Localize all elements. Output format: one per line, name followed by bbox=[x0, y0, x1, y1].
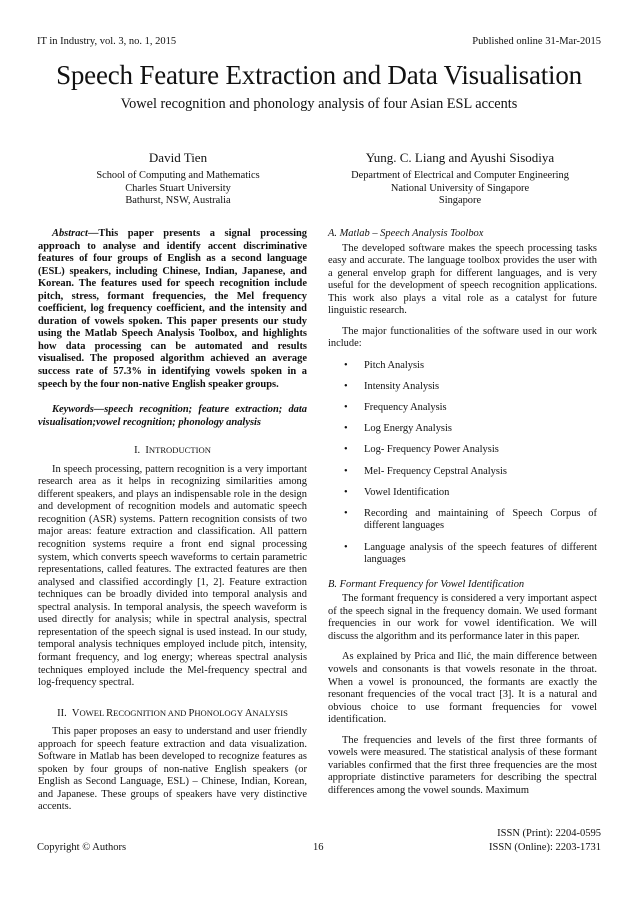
list-item bbox=[328, 487, 597, 500]
author-block-2 bbox=[320, 150, 600, 208]
list-item-text: Log Energy Analysis bbox=[364, 423, 452, 435]
list-item bbox=[328, 381, 597, 394]
list-item bbox=[328, 402, 597, 415]
formant-paragraph-2: As explained by Prica and Ilić, the main difference between vowels and consonants is that vowels resonate in the throat. When a vowel is pronounced, the formants are exactly the resonant frequencies of the vocal tract [3]. It is a natural and obvious choice to use formant frequencies for vowel identification. bbox=[328, 651, 597, 726]
published-date: Published online 31-Mar-2015 bbox=[472, 36, 601, 47]
heading-cap: V bbox=[71, 707, 80, 719]
author-affiliation-line: School of Computing and Mathematics bbox=[96, 170, 260, 181]
abstract bbox=[38, 228, 307, 391]
heading-cap: I bbox=[145, 445, 149, 457]
list-item bbox=[328, 444, 597, 457]
keywords bbox=[38, 404, 307, 429]
copyright: Copyright © Authors bbox=[37, 842, 127, 853]
intro-paragraph: In speech processing, pattern recognition is a very important research area as it helps in recognizing similarities among different speakers, and plays an indispensable role in the design and development of recognition models and automatic speech recognition (ASR) systems. Pattern recognition consists of two major areas: feature extraction and classification. All pattern recognition systems require a front end signal processing system, which converts speech waveforms to certain parametric representations, called features. The extracted features are then analysed and classified accordingly [1, 2]. Feature extraction techniques can be broadly divided into temporal analysis and spectral analysis. In temporal analysis, the speech waveform is used directly for analysis; while in spectral analysis, spectral representation of the speech signal is used instead. In our study, temporal analysis techniques employed include pitch, intensity, formant frequency, and log energy; whereas spectral analysis techniques employed include the Mel-frequency spectral and log-frequency spectral. bbox=[38, 463, 307, 689]
author-affiliation-line: Charles Stuart University bbox=[125, 182, 231, 194]
functionality-list bbox=[328, 360, 597, 567]
left-column bbox=[38, 228, 307, 814]
list-item bbox=[328, 508, 597, 533]
list-item-text: Recording and maintaining of Speech Corpus of different languages bbox=[364, 507, 597, 532]
paper-subtitle: Vowel recognition and phonology analysis of four Asian ESL accents bbox=[120, 96, 518, 112]
author-block-1 bbox=[38, 150, 318, 208]
keywords-label: Keywords bbox=[52, 404, 94, 416]
heading-smallcaps: OWEL bbox=[79, 707, 107, 718]
list-item bbox=[328, 423, 597, 436]
author-affiliation-line: Bathurst, NSW, Australia bbox=[125, 195, 231, 207]
bullet-icon: • bbox=[344, 402, 348, 414]
issn-online: ISSN (Online): 2203-1731 bbox=[489, 842, 601, 853]
issn-print: ISSN (Print): 2204-0595 bbox=[497, 828, 601, 839]
bullet-icon: • bbox=[344, 359, 348, 371]
right-column bbox=[328, 228, 597, 797]
list-item bbox=[328, 542, 597, 567]
bullet-icon: • bbox=[344, 444, 348, 456]
author-affiliation-line: Singapore bbox=[438, 195, 482, 207]
section-number: II. bbox=[57, 707, 67, 719]
matlab-paragraph-1: The developed software makes the speech processing tasks easy and accurate. The language toolbox provides the user with a general envelop graph for different languages, and is very useful for the development of speech recognition applications. This work also plays a vital role as a catalyst for future linguistic research. bbox=[328, 242, 597, 317]
list-item-text: Mel- Frequency Cepstral Analysis bbox=[364, 465, 507, 477]
list-item-text: Language analysis of the speech features of different languages bbox=[364, 541, 597, 566]
formant-paragraph-3: The frequencies and levels of the first three formants of vowels were measured. The statistical analysis of these formant variables confirmed that the first three frequencies are the most appropriate distinctive parameters for describing the spectral differences among the vowel sounds. Maximum bbox=[328, 734, 597, 796]
author-affiliation-line: Department of Electrical and Computer Engineering bbox=[351, 170, 569, 181]
bullet-icon: • bbox=[344, 423, 348, 435]
list-item-text: Vowel Identification bbox=[364, 486, 450, 498]
heading-cap: A bbox=[244, 707, 253, 719]
list-item bbox=[328, 466, 597, 479]
section-number: I. bbox=[134, 445, 141, 457]
section-heading-introduction bbox=[38, 444, 307, 458]
formant-paragraph-1: The formant frequency is considered a very important aspect of the speech signal in the frequency domain. We used formant frequencies in our work for vowel identification. We will discuss the algorithm and its performance later in this paper. bbox=[328, 593, 597, 642]
bullet-icon: • bbox=[344, 507, 348, 519]
list-item-text: Frequency Analysis bbox=[364, 402, 447, 414]
list-item-text: Intensity Analysis bbox=[364, 381, 440, 393]
heading-cap: P bbox=[188, 707, 195, 719]
abstract-text: —This paper presents a signal processing approach to analyse and identify accent discriminative features of four groups of English as a second language (ESL) speakers, including Chinese, Indian, Japanese, and Korean. The features used for speech recognition include pitch, stress, formant frequencies, the Mel frequency coefficient, log frequency coefficient, and the intensity and duration of vowels spoken. This paper presents our study using the Matlab Speech Analysis Toolbox, and highlights how data processing can be automated and results visualised. The proposed algorithm achieved an average success rate of 57.3% in identifying vowels spoken in a speech by the four non-native English speaker groups. bbox=[38, 228, 307, 390]
author-name: Yung. C. Liang and Ayushi Sisodiya bbox=[365, 150, 555, 165]
journal-header: IT in Industry, vol. 3, no. 1, 2015 bbox=[37, 36, 177, 47]
vowel-recognition-paragraph: This paper proposes an easy to understand and user friendly approach for speech feature extraction and data visualization. Software in Matlab has been developed to recognize features as spoken by four groups of non-native English speakers (or English as Second Language, ESL) – Chinese, Indian, Korean, and Japanese. These groups of speakers have very distinctive accents. bbox=[38, 726, 307, 813]
author-name: David Tien bbox=[148, 150, 208, 165]
list-item-text: Log- Frequency Power Analysis bbox=[364, 444, 499, 456]
heading-smallcaps: HONOLOGY bbox=[194, 707, 245, 718]
paper-title: Speech Feature Extraction and Data Visualisation bbox=[56, 60, 582, 90]
heading-smallcaps: NTRODUCTION bbox=[148, 445, 211, 456]
bullet-icon: • bbox=[344, 381, 348, 393]
list-item-text: Pitch Analysis bbox=[364, 359, 425, 371]
heading-cap: R bbox=[106, 707, 114, 719]
matlab-paragraph-2: The major functionalities of the software used in our work include: bbox=[328, 325, 597, 350]
list-item bbox=[328, 360, 597, 373]
subsection-heading-formant: B. Formant Frequency for Vowel Identification bbox=[328, 578, 525, 590]
heading-smallcaps: ECOGNITION AND bbox=[113, 707, 189, 718]
keywords-text: —speech recognition; feature extraction; data visualisation;vowel recognition; phonology analysis bbox=[38, 404, 307, 428]
page-number: 16 bbox=[313, 842, 324, 853]
bullet-icon: • bbox=[344, 465, 348, 477]
bullet-icon: • bbox=[344, 486, 348, 498]
subsection-heading-matlab: A. Matlab – Speech Analysis Toolbox bbox=[328, 228, 484, 239]
heading-smallcaps: NALYSIS bbox=[252, 707, 288, 718]
abstract-label: Abstract bbox=[52, 228, 88, 239]
bullet-icon: • bbox=[344, 541, 348, 553]
section-heading-vowel-recognition bbox=[38, 707, 307, 721]
author-affiliation-line: National University of Singapore bbox=[390, 182, 530, 194]
